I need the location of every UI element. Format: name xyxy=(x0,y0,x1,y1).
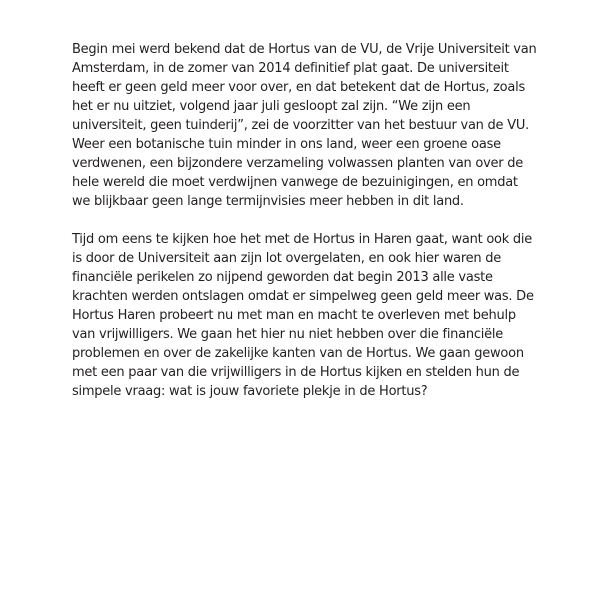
text-line: hele wereld die moet verdwijnen vanwege de bezuinigingen, en omdat xyxy=(72,175,518,190)
text-line: we blijkbaar geen lange termijnvisies meer hebben in dit land. xyxy=(72,194,464,209)
text-line: universiteit, geen tuinderij”, zei de voorzitter van het bestuur van de VU. xyxy=(72,118,529,133)
text-line: Amsterdam, in de zomer van 2014 definitief plat gaat. De universiteit xyxy=(72,61,509,76)
text-line: simpele vraag: wat is jouw favoriete plekje in de Hortus? xyxy=(72,384,428,399)
text-line: Weer een botanische tuin minder in ons land, weer een groene oase xyxy=(72,137,501,152)
text-line: met een paar van die vrijwilligers in de Hortus kijken en stelden hun de xyxy=(72,365,520,380)
paragraph-2 xyxy=(72,230,540,401)
text-line: financiële perikelen zo nijpend geworden dat begin 2013 alle vaste xyxy=(72,270,493,285)
paragraph-1 xyxy=(72,40,540,211)
text-line: Begin mei werd bekend dat de Hortus van de VU, de Vrije Universiteit van xyxy=(72,42,537,57)
text-line: problemen en over de zakelijke kanten van de Hortus. We gaan gewoon xyxy=(72,346,524,361)
text-line: van vrijwilligers. We gaan het hier nu niet hebben over die financiële xyxy=(72,327,503,342)
text-line: Tijd om eens te kijken hoe het met de Hortus in Haren gaat, want ook die xyxy=(72,232,533,247)
text-line: heeft er geen geld meer voor over, en dat betekent dat de Hortus, zoals xyxy=(72,80,525,95)
article-body xyxy=(72,40,540,420)
text-line: het er nu uitziet, volgend jaar juli gesloopt zal zijn. “We zijn een xyxy=(72,99,471,114)
text-line: verdwenen, een bijzondere verzameling volwassen planten van over de xyxy=(72,156,524,171)
text-line: Hortus Haren probeert nu met man en macht te overleven met behulp xyxy=(72,308,516,323)
text-line: krachten werden ontslagen omdat er simpelweg geen geld meer was. De xyxy=(72,289,534,304)
text-line: is door de Universiteit aan zijn lot overgelaten, en ook hier waren de xyxy=(72,251,502,266)
